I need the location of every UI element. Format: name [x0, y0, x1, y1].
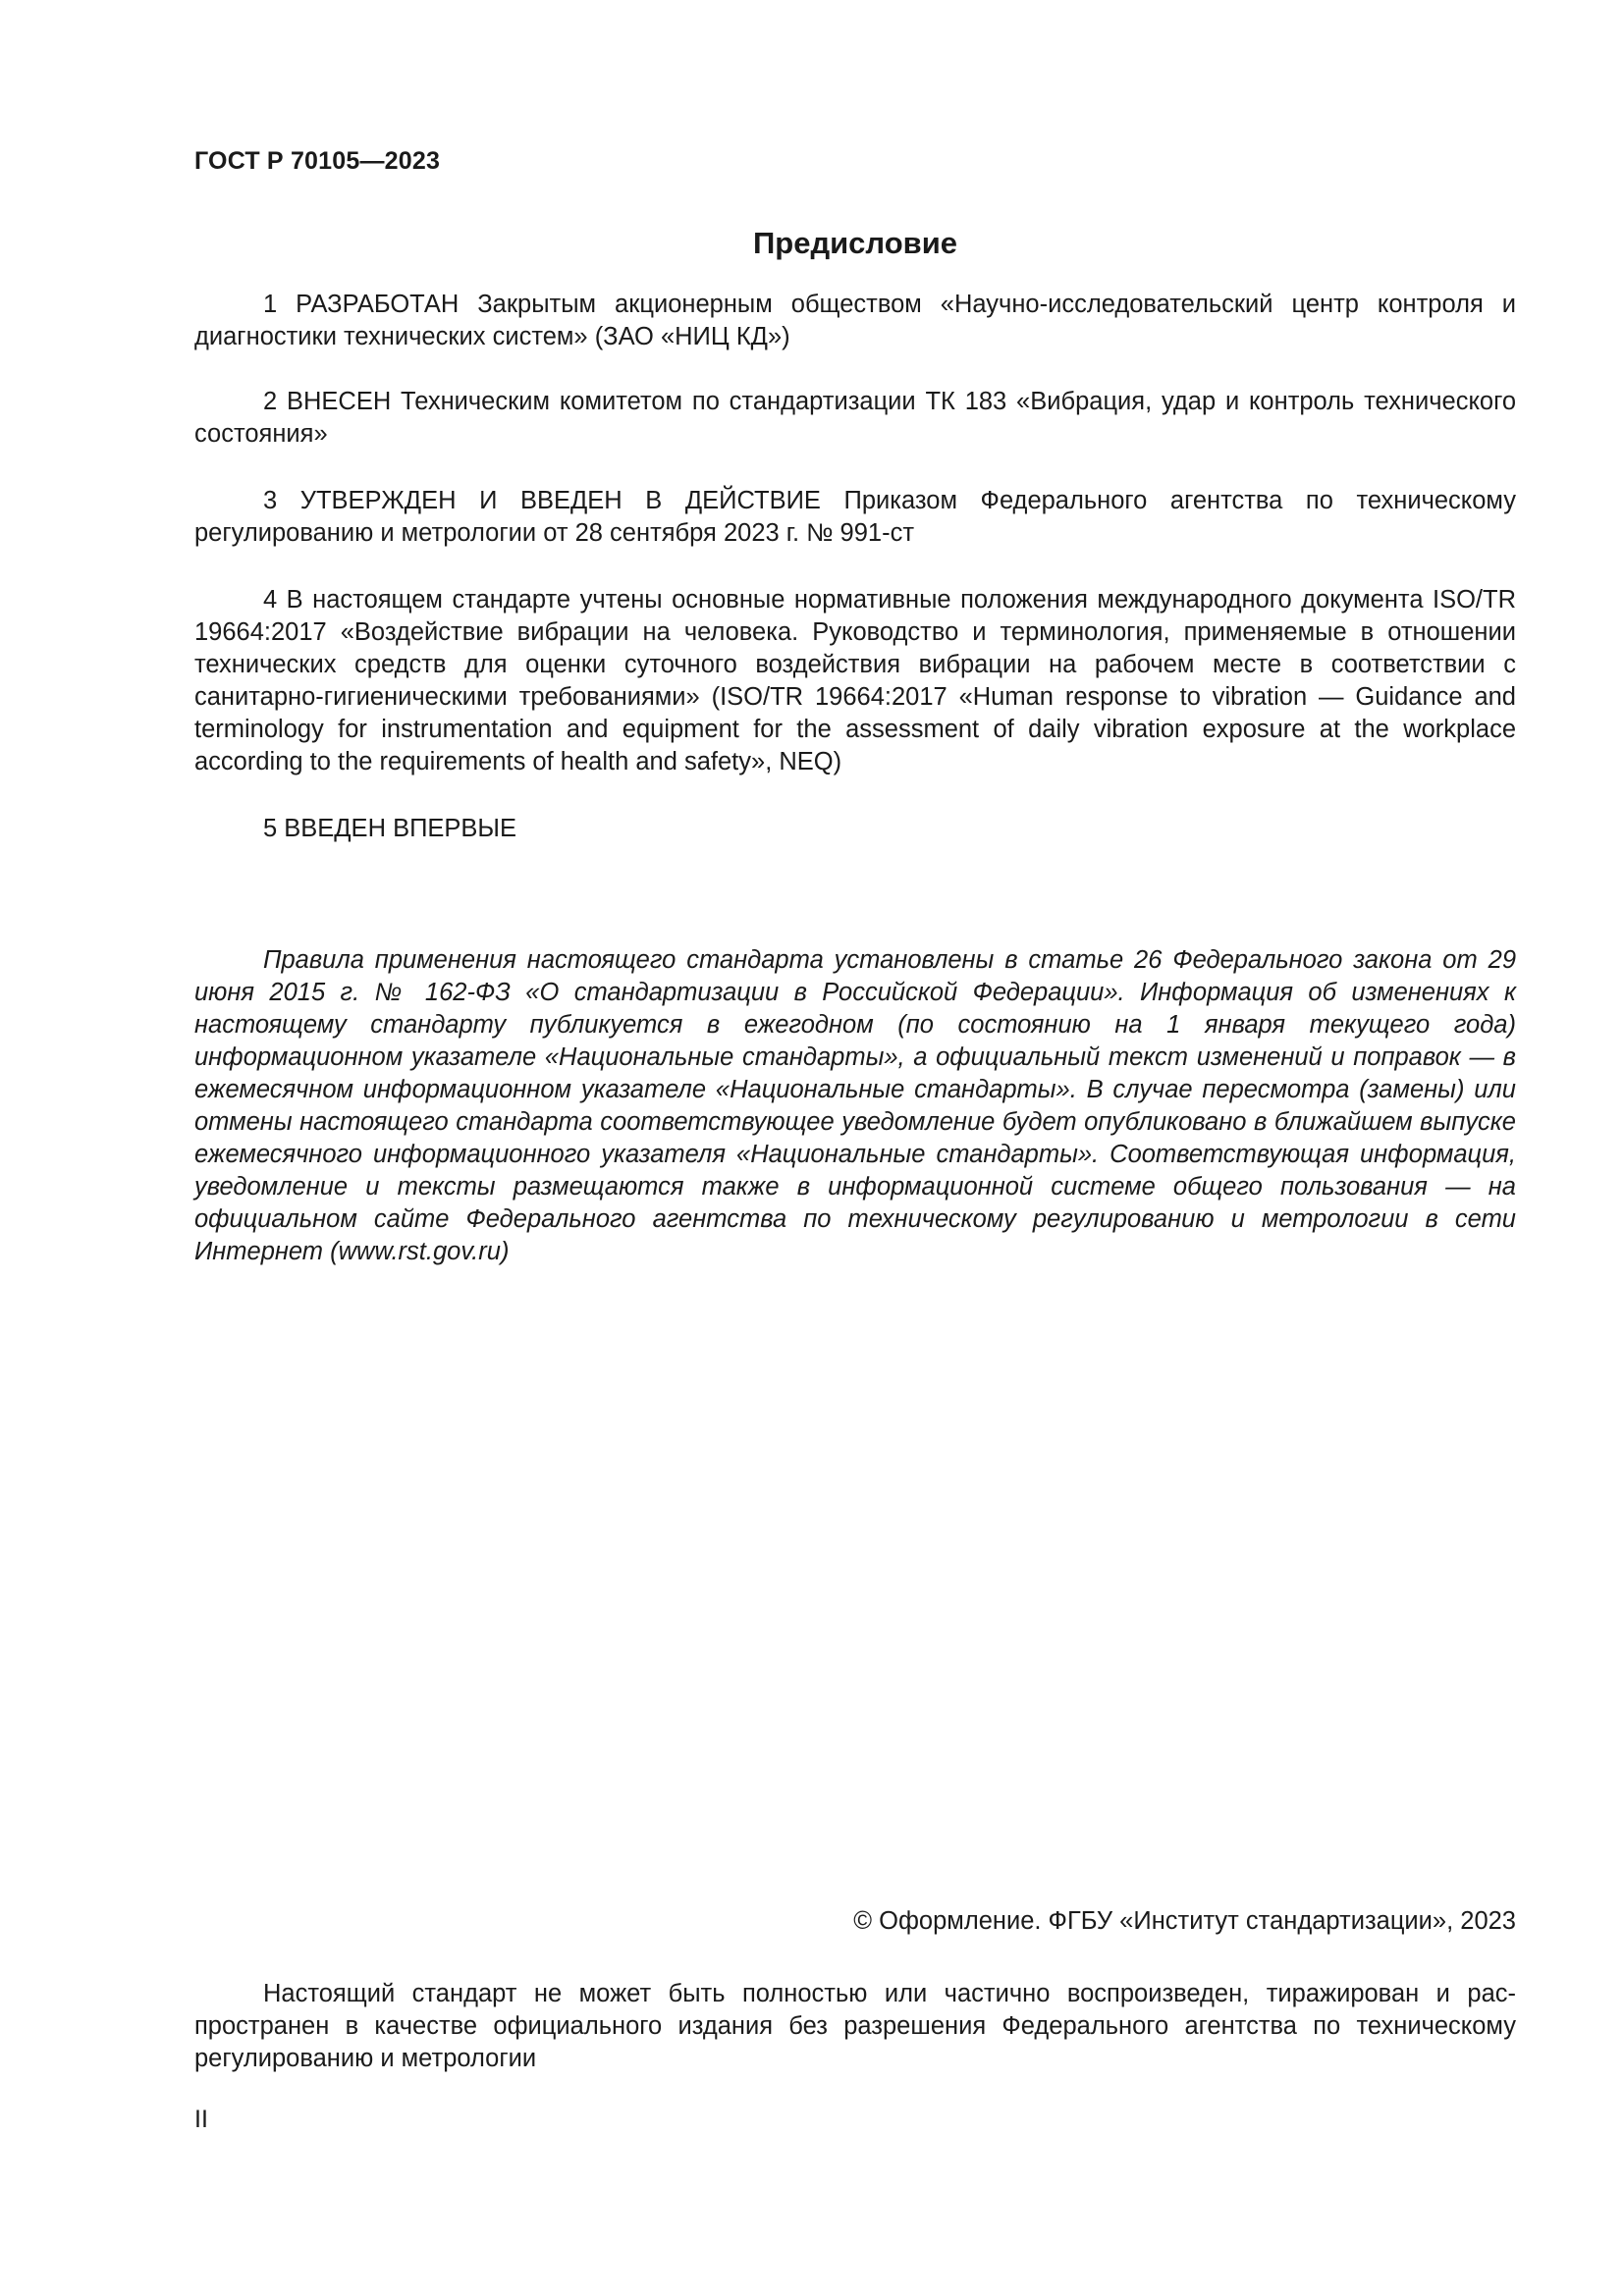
section-approved: 3 УТВЕРЖДЕН И ВВЕДЕН В ДЕЙСТВИЕ Приказом Федерального агентства по техническому регулированию и метрологии от 28 сентября 2023 г. № 991-ст [194, 487, 1516, 547]
section-first-edition: 5 ВВЕДЕН ВПЕРВЫЕ [263, 815, 517, 842]
section-developed: 1 РАЗРАБОТАН Закрытым акционерным обществом «Научно-исследовательский центр контроля и диагностики технических систем» (ЗАО «НИЦ КД») [194, 291, 1516, 350]
section-introduced: 2 ВНЕСЕН Техническим комитетом по стандартизации ТК 183 «Вибрация, удар и контроль технического состояния» [194, 388, 1516, 448]
copyright-line: © Оформление. ФГБУ «Институт стандартизации», 2023 [853, 1907, 1516, 1935]
page-number: II [194, 2106, 208, 2133]
reproduction-notice: Настоящий стандарт не может быть полностью или частично воспроизведен, тиражирован и распространен в качестве официального издания без разрешения Федерального агентства по техническому регулированию и метрологии [194, 1980, 1516, 2072]
section-international-basis: 4 В настоящем стандарте учтены основные нормативные положения международного документа ISO/TR 19664:2017 «Воздействие вибрации на человека. Руководство и терминология, применяемые в отношении технических средств для оценки суточного воздействия вибрации на рабочем месте в соответствии с санитарно-гигиеническими требованиями» (ISO/TR 19664:2017 «Human response to vibration — Guidance and terminology for instrumentation and equipment for the assessment of daily vibration exposure at the workplace according to the requirements of health and safety», NEQ) [194, 586, 1516, 775]
page-title: Предисловие [752, 226, 957, 260]
standard-code: ГОСТ Р 70105—2023 [194, 147, 441, 175]
application-rules-notice: Правила применения настоящего стандарта установлены в статье 26 Федерального закона от 29 июня 2015 г. № 162-ФЗ «О стандартизации в Российской Федерации». Информация об изменениях к настоящему стандарту публикуется в ежегодном (по состоянию на 1 января текущего года) информационном указателе «Национальные стандарты», а официальный текст изменений и поправок — в ежемесячном информационном указателе «Национальные стандарты». В случае пересмотра (замены) или отмены настоящего стандарта соответствующее уведомление будет опубликовано в ближайшем выпуске ежемесячного информационного указателя «Национальные стандарты». Соответствующая информация, уведомление и тексты размещаются также в информационной системе общего пользования — на официальном сайте Федерального агентства по техническому регулированию и метрологии в сети Интернет (www.rst.gov.ru) [194, 946, 1516, 1265]
